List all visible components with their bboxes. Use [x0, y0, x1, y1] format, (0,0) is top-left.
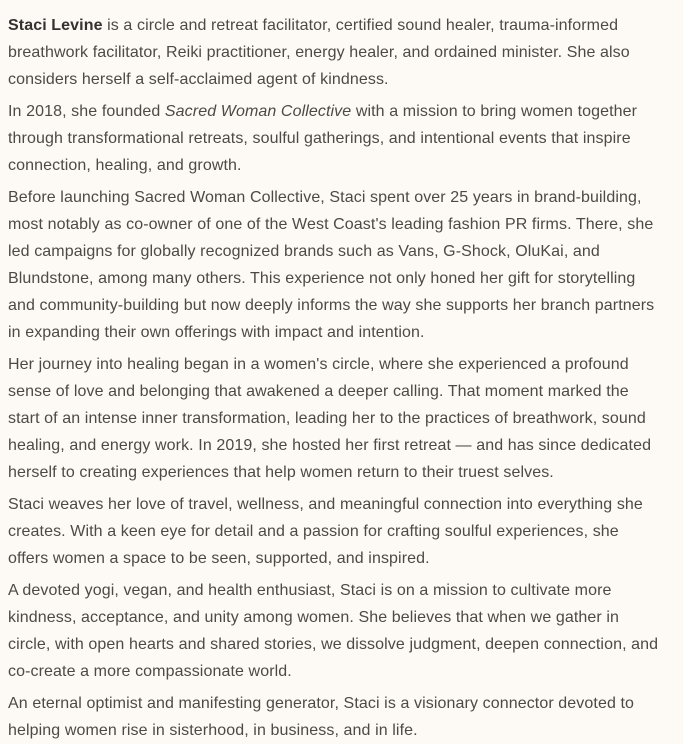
bio-paragraph-healing-journey: Her journey into healing began in a women's circle, where she experienced a profound sense of love and belonging that awakened a deeper calling. That moment marked the start of an intense inner transformation, leading her to the practices of breathwork, sound healing, and energy work. In 2019, she hosted her first retreat — and has since dedicated herself to creating experiences that help women return to their truest selves. — [8, 356, 652, 481]
bio-paragraph-founding — [8, 98, 659, 179]
bio-paragraph-closing: An eternal optimist and manifesting generator, Staci is a visionary connector devoted to helping women rise in sisterhood, in business, and in life. — [8, 695, 635, 739]
bio-paragraph-career: Before launching Sacred Woman Collective, Staci spent over 25 years in brand-building, most notably as co-owner of one of the West Coast's leading fashion PR firms. There, she led campaigns for globally recognized brands such as Vans, G-Shock, OluKai, and Blundstone, among many others. This experience not only honed her gift for storytelling and community-building but now deeply informs the way she supports her branch partners in expanding their own offerings with impact and intention. — [8, 189, 655, 341]
bio-paragraph-passions: Staci weaves her love of travel, wellness, and meaningful connection into everything she creates. With a keen eye for detail and a passion for crafting soulful experiences, she offers women a space to be seen, supported, and inspired. — [8, 496, 643, 567]
person-name: Staci Levine — [8, 17, 103, 34]
bio-paragraph-founding-post: with a mission to bring women together through transformational retreats, soulful gatherings, and intentional events that inspire connection, healing, and growth. — [8, 103, 638, 174]
bio-paragraph-mission: A devoted yogi, vegan, and health enthusiast, Staci is on a mission to cultivate more kindness, acceptance, and unity among women. She believes that when we gather in circle, with open hearts and shared stories, we dissolve judgment, deepen connection, and co-create a more compassionate world. — [8, 582, 659, 680]
bio-paragraph-intro — [8, 12, 659, 93]
bio-paragraph-founding-pre: In 2018, she founded — [8, 103, 165, 120]
collective-name: Sacred Woman Collective — [164, 103, 352, 120]
bio-paragraph-intro-text: is a circle and retreat facilitator, certified sound healer, trauma-informed breathwork facilitator, Reiki practitioner, energy healer, and ordained minister. She also considers herself a self-acclaimed agent of kindness. — [8, 17, 630, 88]
